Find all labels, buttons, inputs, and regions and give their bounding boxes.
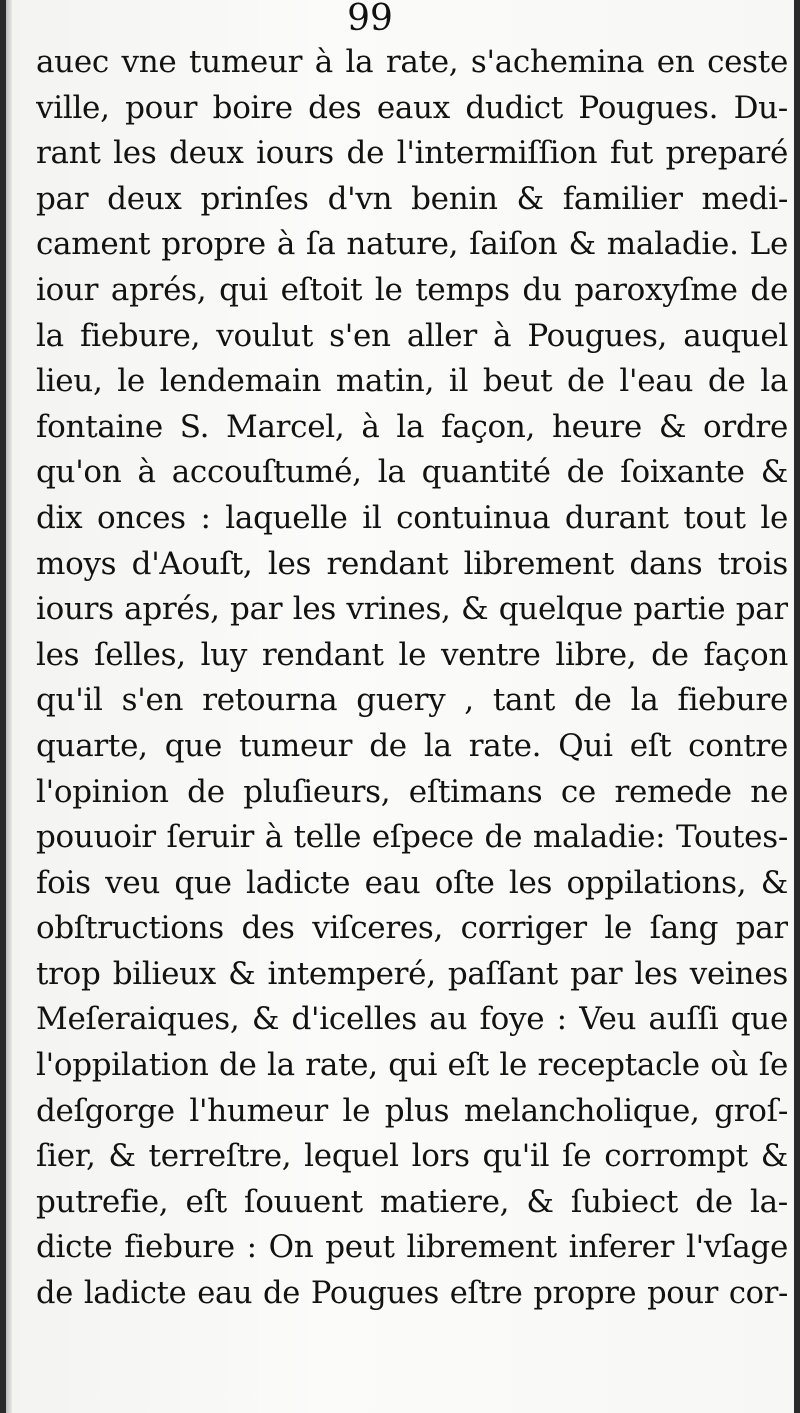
text-line: deſgorge l'humeur le plus melancholique, groſ-	[36, 1092, 788, 1129]
body-text	[36, 40, 788, 1317]
text-line: pouuoir ſeruir à telle eſpece de maladie: Toutes-	[36, 819, 788, 856]
text-line: fontaine S. Marcel, à la façon, heure & ordre	[36, 408, 788, 445]
text-line: par deux prinſes d'vn benin & familier medi-	[36, 180, 788, 217]
text-line: l'opinion de pluſieurs, eſtimans ce remede ne	[36, 773, 788, 810]
text-line: ſier, & terreſtre, lequel lors qu'il ſe corrompt &	[36, 1138, 788, 1175]
text-line: l'oppilation de la rate, qui eſt le receptacle où ſe	[36, 1047, 788, 1084]
text-line: moys d'Aouſt, les rendant librement dans trois	[36, 545, 788, 582]
text-line: qu'on à accouſtumé, la quantité de ſoixante &	[36, 454, 788, 491]
text-line: dicte fiebure : On peut librement inferer l'vſage	[36, 1229, 788, 1266]
text-line: Meſeraiques, & d'icelles au foye : Veu auſſi que	[36, 1001, 788, 1038]
book-page	[6, 0, 794, 1413]
text-line: ville, pour boire des eaux dudict Pougues. Du-	[36, 89, 788, 126]
text-line: qu'il s'en retourna guery , tant de la fiebure	[36, 682, 788, 719]
text-line: la fiebure, voulut s'en aller à Pougues, auquel	[36, 317, 788, 354]
text-line: dix onces : laquelle il contuinua durant tout le	[36, 499, 788, 536]
text-line: putrefie, eſt ſouuent matiere, & ſubiect de la-	[36, 1183, 788, 1220]
text-line: lieu, le lendemain matin, il beut de l'eau de la	[36, 363, 788, 400]
text-line: cament propre à ſa nature, ſaiſon & maladie. Le	[36, 226, 788, 263]
page-edge	[6, 0, 12, 1413]
text-line: trop bilieux & intemperé, paſſant par les veines	[36, 955, 788, 992]
text-line: fois veu que ladicte eau oſte les oppilations, &	[36, 864, 788, 901]
text-line: les ſelles, luy rendant le ventre libre, de façon	[36, 636, 788, 673]
page-number: 99	[347, 0, 393, 39]
text-line: iours aprés, par les vrines, & quelque partie par	[36, 591, 788, 628]
text-line: rant les deux iours de l'intermiſſion fut preparé	[36, 135, 788, 172]
text-line: iour aprés, qui eſtoit le temps du paroxyſme de	[36, 271, 788, 308]
text-line: de ladicte eau de Pougues eſtre propre pour cor-	[36, 1276, 788, 1312]
text-line: quarte, que tumeur de la rate. Qui eſt contre	[36, 727, 788, 764]
text-line: auec vne tumeur à la rate, s'achemina en ceste	[36, 44, 788, 80]
text-line: obſtructions des viſceres, corriger le ſang par	[36, 910, 788, 947]
